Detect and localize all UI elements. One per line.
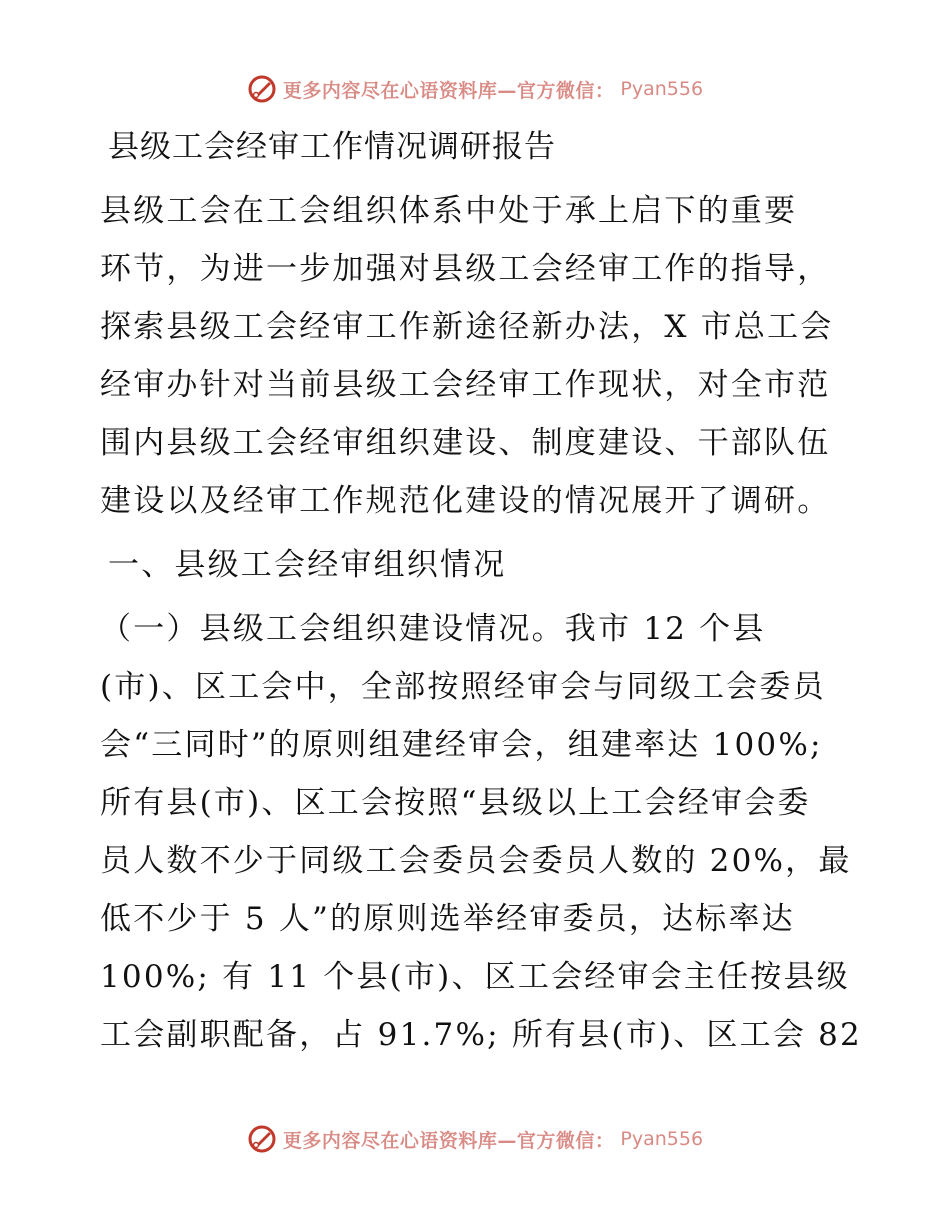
- watermark-top: [0, 74, 950, 104]
- quill-logo-icon: [247, 1124, 277, 1154]
- text-line: 建设以及经审工作规范化建设的情况展开了调研。: [100, 483, 831, 519]
- section-heading: 一、县级工会经审组织情况: [108, 547, 507, 583]
- text-line: 员人数不少于同级工会委员会委员人数的 20%，最: [100, 843, 852, 879]
- document-body: [100, 120, 860, 1064]
- quill-logo-icon: [247, 74, 277, 104]
- document-title: 县级工会经审工作情况调研报告: [108, 129, 556, 165]
- text-line: 工会副职配备，占 91.7%; 所有县(市)、区工会 82: [100, 1017, 862, 1053]
- text-line: 所有县(市)、区工会按照“县级以上工会经审会委: [100, 785, 811, 821]
- text-line: 环节，为进一步加强对县级工会经审工作的指导，: [100, 251, 831, 287]
- watermark-bottom: [0, 1124, 950, 1154]
- paragraph-2: [100, 600, 860, 1064]
- paragraph-1: [100, 182, 860, 530]
- text-line: 会“三同时”的原则组建经审会，组建率达 100%;: [100, 727, 823, 763]
- watermark-id: Pyan556: [620, 1128, 704, 1150]
- text-line: 低不少于 5 人”的原则选举经审委员，达标率达: [100, 901, 795, 937]
- watermark-text: 更多内容尽在心语资料库—官方微信：: [282, 1129, 615, 1152]
- text-line: 100%; 有 11 个县(市)、区工会经审会主任按县级: [100, 959, 850, 995]
- text-line: 经审办针对当前县级工会经审工作现状，对全市范: [100, 367, 831, 403]
- watermark-id: Pyan556: [620, 78, 704, 100]
- text-line: （一）县级工会组织建设情况。我市 12 个县: [100, 611, 766, 647]
- text-line: 县级工会在工会组织体系中处于承上启下的重要: [100, 193, 798, 229]
- text-line: 围内县级工会经审组织建设、制度建设、干部队伍: [100, 425, 831, 461]
- text-line: (市)、区工会中，全部按照经审会与同级工会委员: [100, 669, 826, 705]
- watermark-text: 更多内容尽在心语资料库—官方微信：: [282, 79, 615, 102]
- text-line: 探索县级工会经审工作新途径新办法，X 市总工会: [100, 309, 834, 345]
